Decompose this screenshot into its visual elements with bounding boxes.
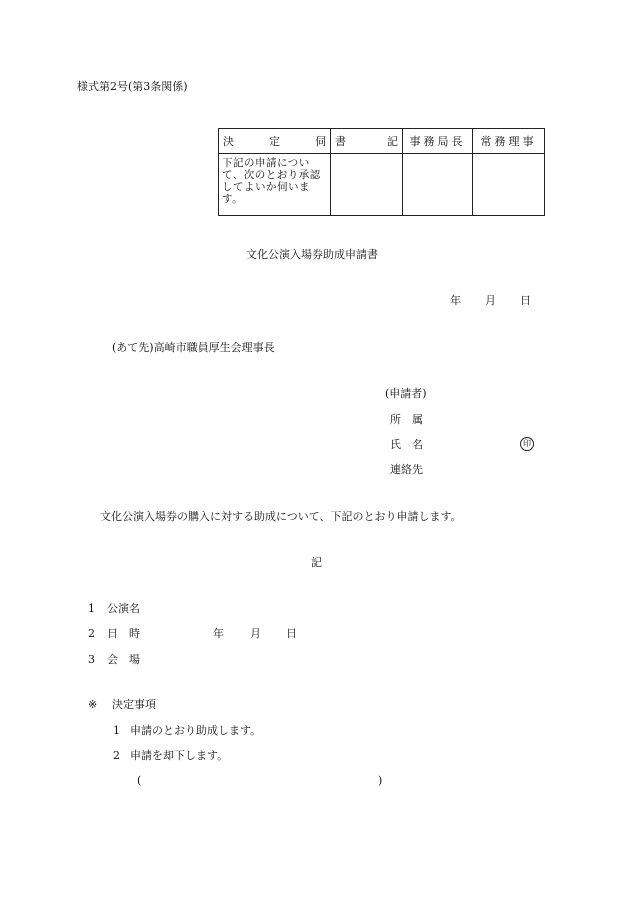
decision-mark: ※ <box>88 698 98 711</box>
item-2-year: 年 <box>213 627 224 640</box>
reason-paren-close: ) <box>378 774 383 787</box>
jimukyokucho-label: 事務局長 <box>409 135 466 148</box>
date-day-label: 日 <box>520 294 531 307</box>
applicant-heading: (申請者) <box>385 387 427 400</box>
kessai-char-1: 決 <box>223 135 234 148</box>
approval-description: 下記の申請について、次のとおり承認してよいか伺います。 <box>222 157 321 205</box>
item-1-label: 公演名 <box>107 602 140 615</box>
date-month-label: 月 <box>485 294 496 307</box>
seal-mark <box>520 437 534 451</box>
item-2-month: 月 <box>250 627 261 640</box>
affiliation-label: 所 属 <box>390 413 423 426</box>
jomuriji-signature-cell[interactable] <box>473 154 545 216</box>
reason-paren-open: ( <box>137 774 142 787</box>
addressee: (あて先)高崎市職員厚生会理事長 <box>112 341 275 354</box>
approval-table <box>218 128 545 216</box>
shoki-char-2: 記 <box>387 135 398 148</box>
item-1-number: 1 <box>88 602 95 615</box>
decision-heading: 決定事項 <box>112 698 156 711</box>
jomuriji-header-cell <box>473 129 545 154</box>
decision-option-2-text: 申請を却下します。 <box>130 749 229 762</box>
item-3-number: 3 <box>88 653 95 666</box>
item-2-number: 2 <box>88 627 95 640</box>
shoki-header-cell <box>331 129 403 154</box>
name-label: 氏 名 <box>390 438 423 451</box>
date-year-label: 年 <box>450 294 461 307</box>
page-title: 文化公演入場券助成申請書 <box>246 248 378 261</box>
decision-option-1-text: 申請のとおり助成します。 <box>130 724 262 737</box>
kessai-header-cell <box>219 129 331 154</box>
jomuriji-label: 常務理事 <box>480 135 537 148</box>
shoki-char-1: 書 <box>335 135 346 148</box>
item-3-label: 会 場 <box>107 653 140 666</box>
jimukyokucho-signature-cell[interactable] <box>403 154 473 216</box>
jimukyokucho-header-cell <box>403 129 473 154</box>
item-2-day: 日 <box>286 627 297 640</box>
form-number: 様式第2号(第3条関係) <box>77 80 188 93</box>
decision-option-1-number: 1 <box>113 724 120 737</box>
kessai-char-2: 定 <box>269 135 280 148</box>
ki-heading: 記 <box>311 556 322 569</box>
decision-option-2-number: 2 <box>113 749 120 762</box>
approval-description-cell <box>219 154 331 216</box>
request-body-text: 文化公演入場券の購入に対する助成について、下記のとおり申請します。 <box>100 510 462 523</box>
contact-label: 連絡先 <box>390 463 423 476</box>
seal-icon: 印 <box>520 437 534 451</box>
shoki-signature-cell[interactable] <box>331 154 403 216</box>
kessai-char-3: 伺 <box>315 135 326 148</box>
item-2-label: 日 時 <box>107 627 140 640</box>
